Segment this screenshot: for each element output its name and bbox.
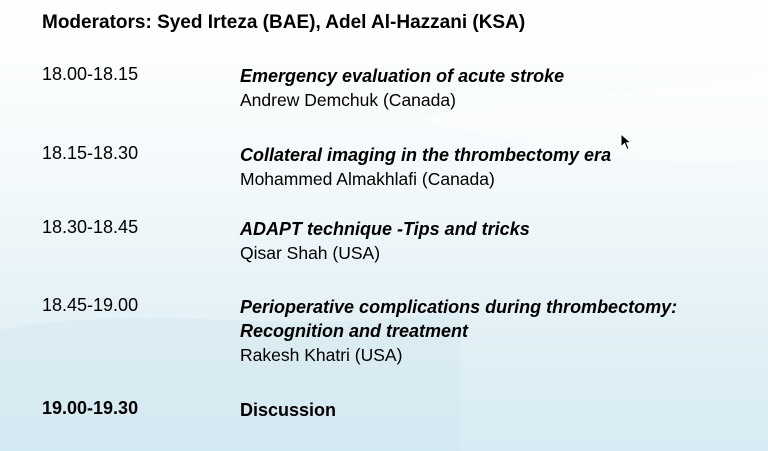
session-title: ADAPT technique -Tips and tricks: [240, 219, 530, 239]
session-details: [240, 64, 760, 112]
session-speaker: Andrew Demchuk (Canada): [240, 90, 456, 110]
session-time: 18.15-18.30: [42, 143, 139, 163]
session-details: [240, 398, 760, 422]
session-title: Emergency evaluation of acute stroke: [240, 66, 565, 86]
session-title-line-2: Recognition and treatment: [240, 321, 469, 341]
session-time: 18.00-18.15: [42, 64, 139, 84]
moderators-heading: Moderators: Syed Irteza (BAE), Adel Al-Hazzani (KSA): [42, 12, 526, 33]
session-title: Discussion: [240, 400, 337, 420]
session-speaker: Qisar Shah (USA): [240, 243, 381, 263]
session-title-line-1: Perioperative complications during thrombectomy:: [240, 297, 678, 317]
session-time: 18.30-18.45: [42, 217, 139, 237]
session-details: [240, 295, 760, 367]
session-title: Collateral imaging in the thrombectomy era: [240, 145, 612, 165]
session-details: [240, 217, 760, 265]
session-time: 19.00-19.30: [42, 398, 139, 418]
session-speaker: Rakesh Khatri (USA): [240, 345, 403, 365]
session-details: [240, 143, 760, 191]
mouse-pointer-icon: [620, 133, 632, 151]
session-time: 18.45-19.00: [42, 295, 139, 315]
session-speaker: Mohammed Almakhlafi (Canada): [240, 169, 495, 189]
